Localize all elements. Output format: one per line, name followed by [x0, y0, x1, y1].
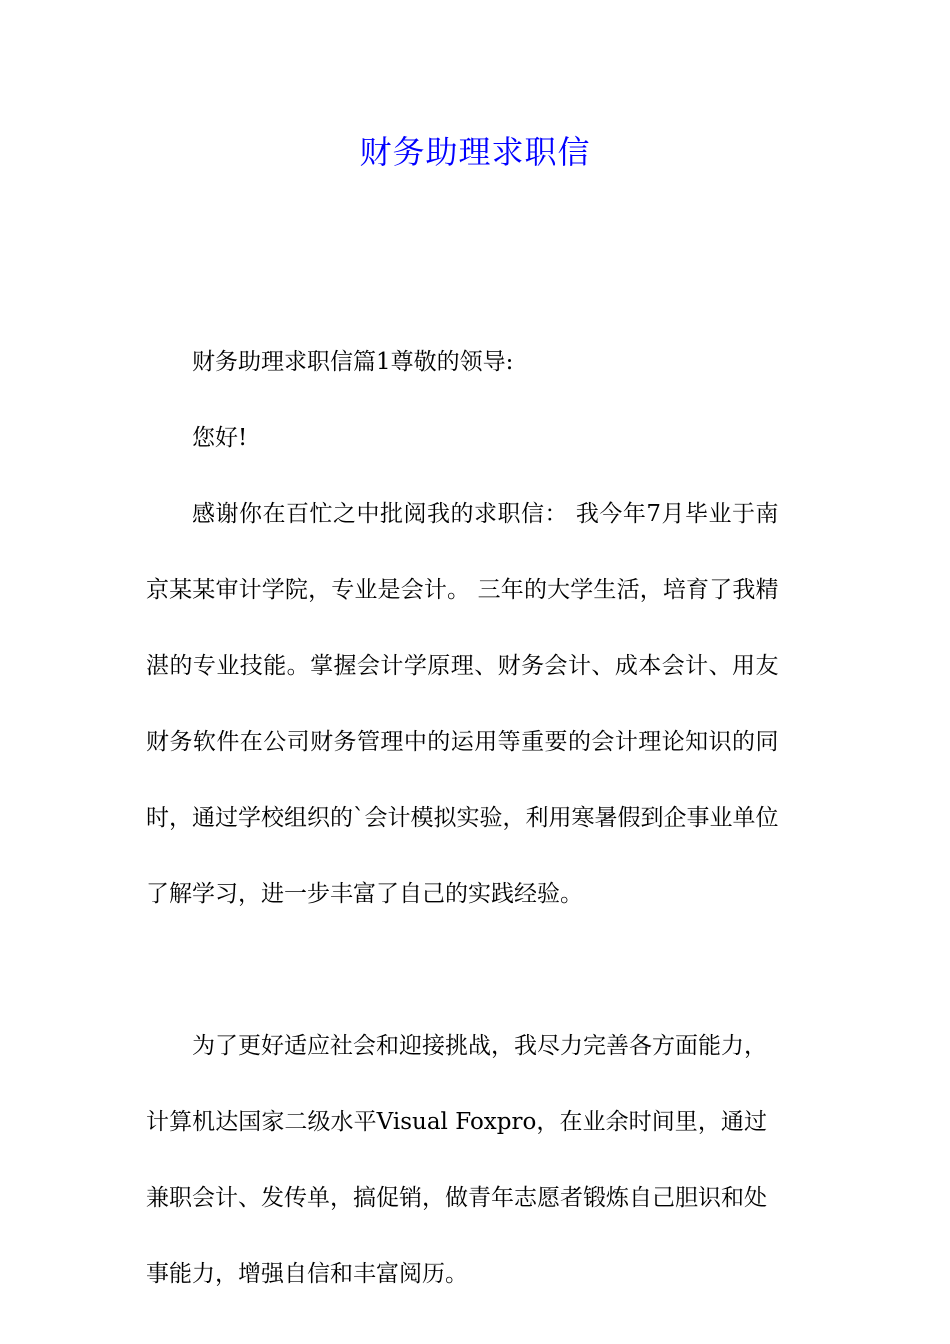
- paragraph-line: 时，通过学校组织的`会计模拟实验，利用寒暑假到企事业单位: [146, 805, 779, 831]
- paragraph-line: 为了更好适应社会和迎接挑战，我尽力完善各方面能力，: [192, 1033, 767, 1059]
- greeting-paragraph: 您好!: [192, 425, 248, 451]
- body-paragraph-2: [146, 1008, 767, 1312]
- paragraph-line: 京某某审计学院，专业是会计。 三年的大学生活，培育了我精: [146, 577, 779, 603]
- paragraph-line: 湛的专业技能。掌握会计学原理、财务会计、成本会计、用友: [146, 653, 779, 679]
- paragraph-line: 财务软件在公司财务管理中的运用等重要的会计理论知识的同: [146, 729, 779, 755]
- paragraph-line: 事能力，增强自信和丰富阅历。: [146, 1261, 468, 1287]
- paragraph-line: 兼职会计、发传单，搞促销，做青年志愿者锻炼自己胆识和处: [146, 1185, 767, 1211]
- document-title: 财务助理求职信: [359, 133, 591, 171]
- paragraph-line: 感谢你在百忙之中批阅我的求职信： 我今年7月毕业于南: [192, 501, 779, 527]
- paragraph-line: 了解学习，进一步丰富了自己的实践经验。: [146, 881, 583, 907]
- paragraph-line: 计算机达国家二级水平Visual Foxpro，在业余时间里，通过: [146, 1109, 767, 1135]
- salutation-paragraph: 财务助理求职信篇1尊敬的领导:: [192, 349, 514, 375]
- body-paragraph-1: [146, 476, 779, 932]
